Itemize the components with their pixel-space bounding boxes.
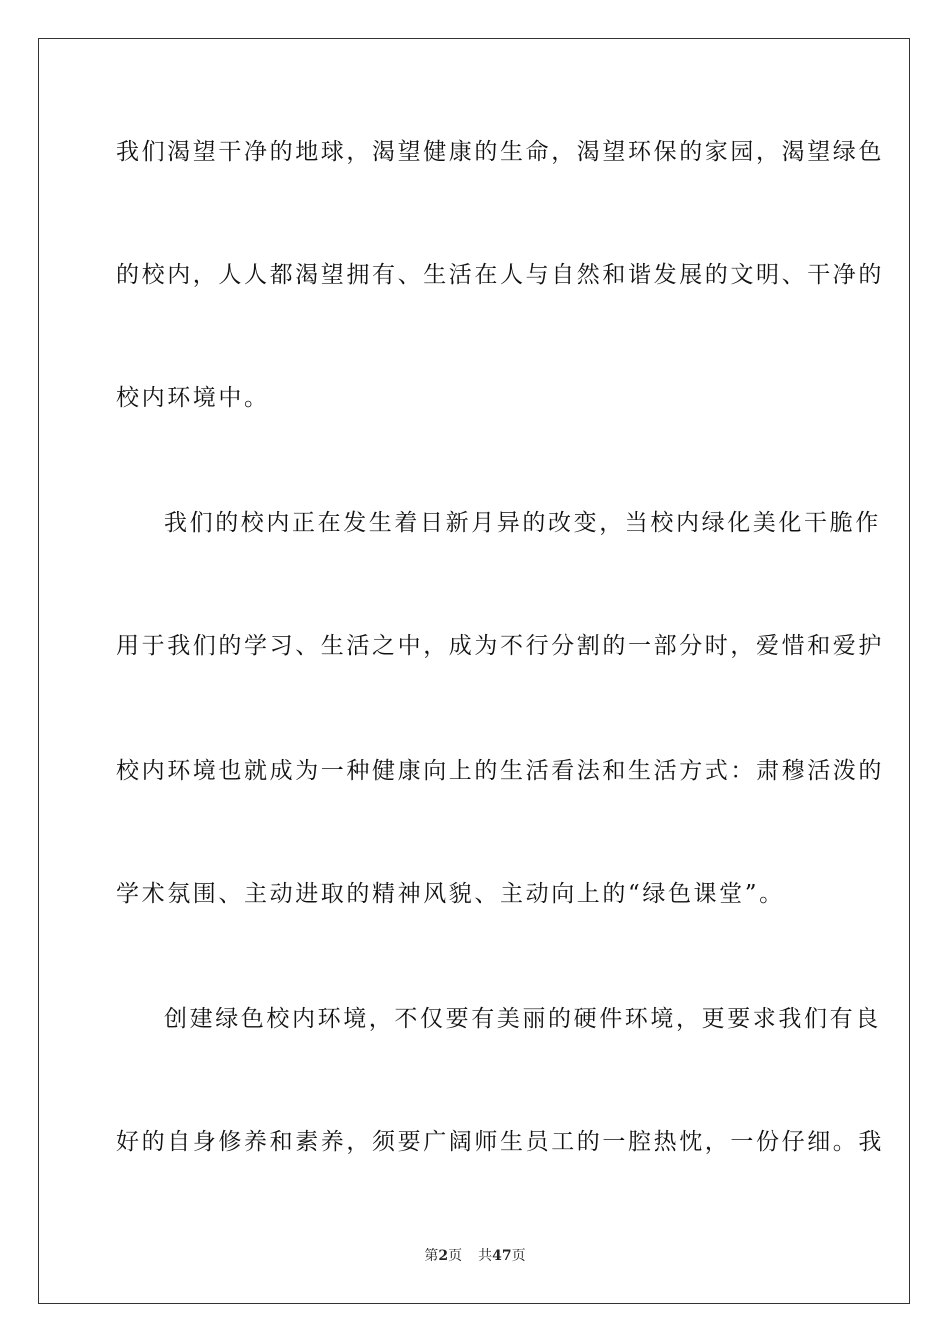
text-line-4: 我们的校内正在发生着日新月异的改变，当校内绿化美化干脆作 (164, 510, 881, 536)
text-line-7: 学术氛围、主动进取的精神风貌、主动向上的“绿色课堂”。 (116, 881, 785, 907)
text-line-1: 我们渴望干净的地球，渴望健康的生命，渴望环保的家园，渴望绿色 (116, 139, 884, 165)
total-suffix: 页 (511, 1248, 526, 1264)
total-prefix: 共 (478, 1248, 493, 1264)
page-suffix: 页 (448, 1248, 463, 1264)
text-line-9: 好的自身修养和素养，须要广阔师生员工的一腔热忱，一份仔细。我 (116, 1129, 884, 1155)
text-line-2: 的校内，人人都渴望拥有、生活在人与自然和谐发展的文明、干净的 (116, 262, 884, 288)
text-line-8: 创建绿色校内环境，不仅要有美丽的硬件环境，更要求我们有良 (164, 1006, 881, 1032)
page-number: 2 (438, 1248, 449, 1264)
total-pages: 47 (492, 1248, 512, 1264)
text-line-3: 校内环境中。 (116, 385, 270, 411)
page-prefix: 第 (424, 1248, 439, 1264)
page-frame (38, 38, 910, 1304)
text-line-5: 用于我们的学习、生活之中，成为不行分割的一部分时，爱惜和爱护 (116, 633, 884, 659)
page-footer (0, 1246, 950, 1266)
text-line-6: 校内环境也就成为一种健康向上的生活看法和生活方式：肃穆活泼的 (116, 758, 884, 784)
